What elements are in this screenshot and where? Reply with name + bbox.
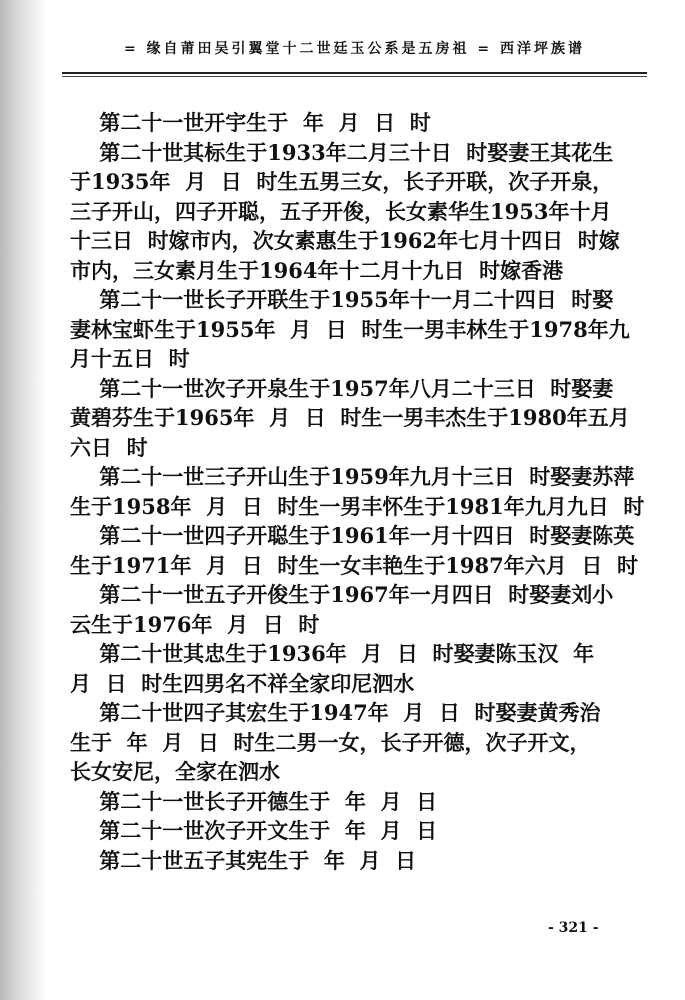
- entry-line: 妻林宝虾生于1955年 月 日 时生一男丰林生于1978年九: [70, 316, 630, 342]
- genealogy-entry: [70, 846, 645, 876]
- page-number: - 321 -: [548, 920, 599, 936]
- entry-line: 十三日 时嫁市内，次女素惠生于1962年七月十四日 时嫁: [70, 228, 620, 253]
- genealogy-entry: [70, 698, 645, 787]
- header-rule-thin: [62, 76, 647, 77]
- entry-line: 第二十一世开宇生于 年 月 日 时: [70, 110, 431, 135]
- genealogy-entry: [70, 787, 645, 817]
- entry-line: 第二十世五子其宪生于 年 月 日: [70, 847, 417, 873]
- entry-line: 于1935年 月 日 时生五男三女，长子开联，次子开泉，: [70, 169, 614, 194]
- entry-line: 第二十一世次子开文生于 年 月 日: [70, 818, 438, 843]
- entry-line: 第二十一世四子开聪生于1961年一月十四日 时娶妻陈英: [70, 523, 635, 548]
- running-header: = 缘自莆田吴引翼堂十二世廷玉公系是五房祖 = 西洋坪族谱: [123, 41, 586, 57]
- entry-line: 生于1958年 月 日 时生一男丰怀生于1981年九月九日 时: [70, 493, 645, 519]
- header-rule: [62, 72, 647, 74]
- scan-edge-shadow: [0, 0, 48, 1000]
- entry-line: 市内，三女素月生于1964年十二月十九日 时嫁香港: [70, 257, 564, 283]
- entry-line: 第二十一世五子开俊生于1967年一月四日 时娶妻刘小: [70, 582, 614, 607]
- entry-line: 月 日 时生四男名不祥全家印尼泗水: [70, 670, 415, 696]
- entry-line: 第二十世其标生于1933年二月三十日 时娶妻王其花生: [70, 139, 614, 165]
- entry-line: 第二十一世长子开联生于1955年十一月二十四日 时娶: [70, 287, 614, 312]
- entry-line: 生于 年 月 日 时生二男一女，长子开德，次子开文，: [70, 729, 591, 755]
- document-page: [52, 0, 685, 1000]
- genealogy-text-body: [70, 108, 645, 875]
- entry-line: 第二十一世三子开山生于1959年九月十三日 时娶妻苏萍: [70, 464, 635, 489]
- entry-line: 云生于1976年 月 日 时: [70, 611, 320, 637]
- entry-line: 生于1971年 月 日 时生一女丰艳生于1987年六月 日 时: [70, 552, 639, 578]
- genealogy-entry: [70, 521, 645, 580]
- entry-line: 三子开山，四子开聪，五子开俊，长女素华生1953年十月: [70, 198, 612, 224]
- entry-line: 第二十一世次子开泉生于1957年八月二十三日 时娶妻: [70, 375, 614, 401]
- entry-line: 六日 时: [70, 434, 148, 460]
- genealogy-entry: [70, 816, 645, 846]
- genealogy-entry: [70, 285, 645, 374]
- entry-line: 第二十世四子其宏生于1947年 月 日 时娶妻黄秀治: [70, 700, 601, 725]
- entry-line: 第二十世其忠生于1936年 月 日 时娶妻陈玉汉 年: [70, 641, 595, 666]
- entry-line: 第二十一世长子开德生于 年 月 日: [70, 788, 438, 814]
- genealogy-entry: [70, 639, 645, 698]
- entry-line: 黄碧芬生于1965年 月 日 时生一男丰杰生于1980年五月: [70, 405, 630, 430]
- genealogy-entry: [70, 374, 645, 463]
- entry-line: 月十五日 时: [70, 346, 190, 371]
- genealogy-entry: [70, 108, 645, 138]
- genealogy-entry: [70, 462, 645, 521]
- genealogy-entry: [70, 138, 645, 286]
- entry-line: 长女安尼，全家在泗水: [70, 759, 280, 784]
- genealogy-entry: [70, 580, 645, 639]
